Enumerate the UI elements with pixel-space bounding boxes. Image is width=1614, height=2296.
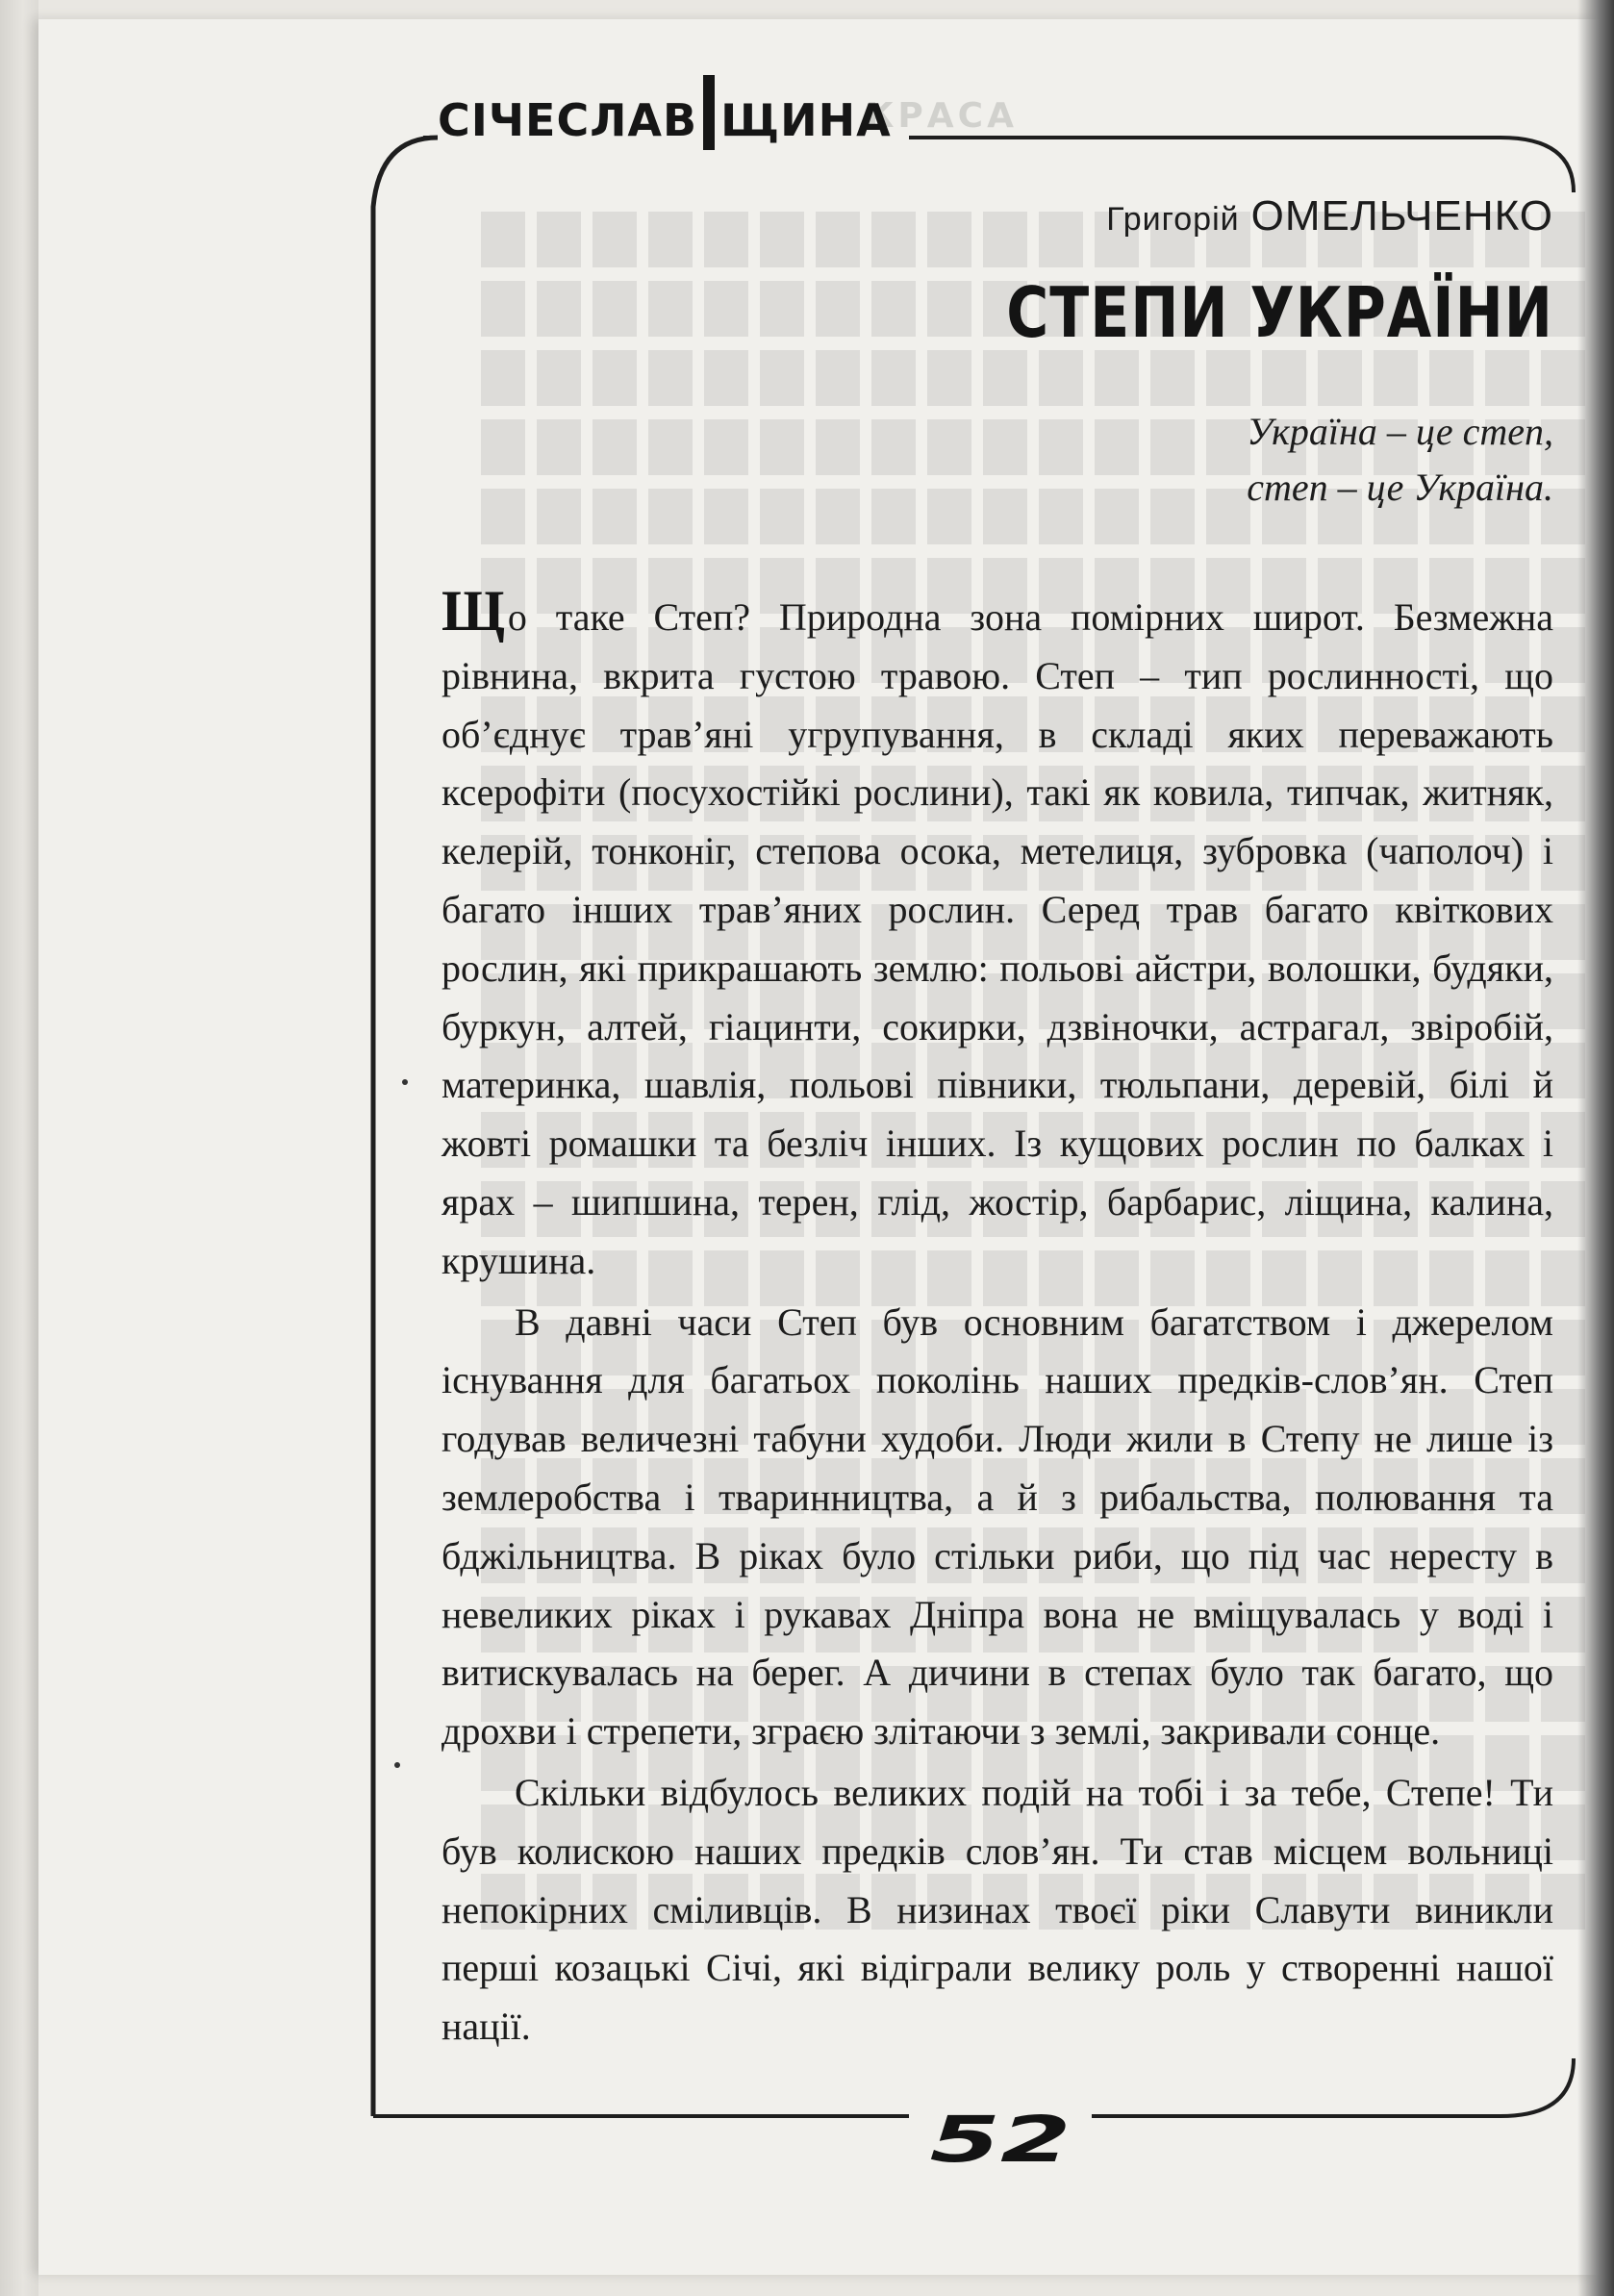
paragraph-2: В давні часи Степ був основним багатством і джерелом існування для багатьох поколінь наших предків-слов’ян. Степ годував величезні табуни худоби. Люди жили в Степу не лише із землеробства і тваринництва, а й з рибальства, полювання та бджільництва. В ріках було стільки риби, що під час нересту в невеликих ріках і рукавах Дніпра вона не вміщувалась у воді і витискувалась на берег. А дичини в степах було так багато, що дрохви і стрепети, зграєю злітаючи з землі, закривали сонце. [441,1299,1553,1754]
epigraph [1247,404,1553,516]
epigraph-line-2: степ – це Україна. [1247,466,1553,509]
book-spine-shadow [1577,0,1614,2296]
page-stack-edge [0,0,38,2296]
speck [402,1079,408,1085]
article-body [441,579,1553,2056]
speck [394,1762,400,1768]
logo-bar-icon [703,75,715,150]
paragraph-3: Скільки відбулось великих подій на тобі і за тебе, Степе! Ти був колискою наших предків слов’ян. Ти став місцем вольниці непокірних сміливців. В низинах твоєї ріки Славути виникли перші козацькі Січі, які відіграли велику роль у створенні нашої нації. [441,1770,1553,2049]
author-name [1106,192,1553,240]
page-number: 52 [929,2103,1072,2177]
paragraph-1 [441,579,1553,1291]
epigraph-line-1: Україна – це степ, [1247,410,1553,453]
author-last-name: ОМЕЛЬЧЕНКО [1250,192,1553,240]
paragraph-1-text: о таке Степ? Природна зона помірних широт. Безмежна рівнина, вкрита густою травою. Степ – тип рослинності, що об’єднує трав’яні угрупування, в складі яких переважають ксерофіти (посухостійкі рослини), такі як ковила, типчак, житняк, келерій, тонконіг, степова осока, метелиця, зубровка (чаполоч) і багато інших трав’яних рослин. Серед трав багато квіткових рослин, які прикрашають землю: польові айстри, волошки, будяки, буркун, алтей, гіацинти, сокирки, дзвіночки, астрагал, звіробій, материнка, шавлія, польові півники, тюльпани, деревій, білі й жовті ромашки та безліч інших. Із кущових рослин по балках і ярах – шипшина, терен, глід, жостір, барбарис, ліщина, калина, крушина. [441,595,1553,1282]
logo-left-text: СІЧЕСЛАВ [438,94,698,146]
drop-cap: Щ [441,579,505,643]
author-first-name: Григорій [1106,201,1240,238]
logo-right-text: ЩИНА [720,94,892,146]
article-title: СТЕПИ УКРАЇНИ [1006,273,1553,354]
faint-header-text: КРАСА [866,96,1018,136]
magazine-logo [438,91,892,149]
